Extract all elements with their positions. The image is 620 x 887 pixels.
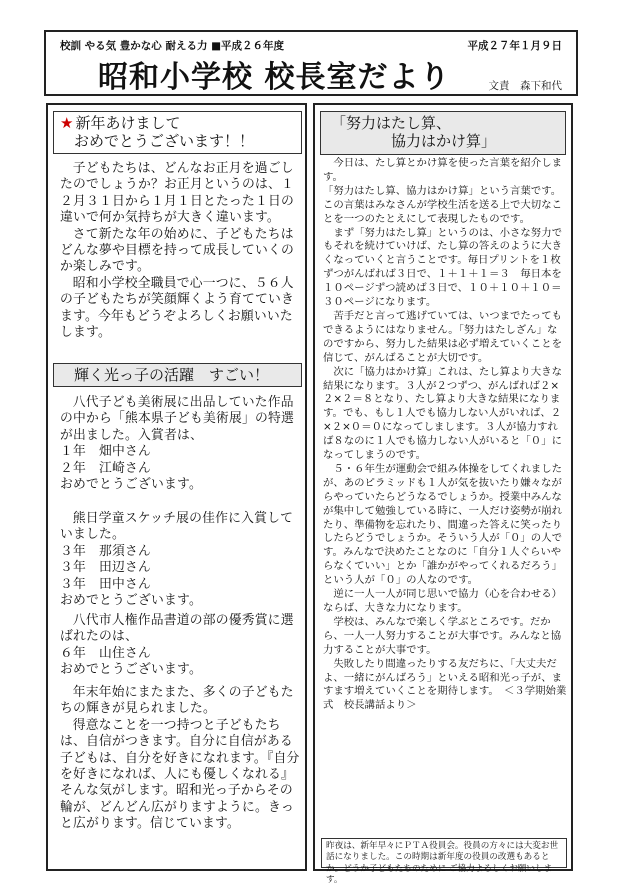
school-motto: 校訓 やる気 豊かな心 耐える力 ■平成２６年度 [60, 40, 285, 52]
right-column [313, 103, 573, 886]
award-winner: １年 畑中さん [60, 444, 151, 460]
new-year-greeting-banner [53, 111, 302, 154]
speech-paragraph: 「努力はたし算、協力はかけ算」という言葉です。この言葉はみなさんが学校生活を送る上で大切なことを一つのたとえにして表現したものです。 [323, 184, 562, 225]
banner-line-2: 協力はかけ算」 [391, 132, 497, 150]
kids-achievements-banner: 輝く光っ子の活躍 すごい！ [53, 363, 302, 387]
star-icon: ★ [60, 114, 74, 132]
award-winner: ３年 那須さん [60, 543, 151, 559]
award-congrats: おめでとうございます。 [60, 662, 202, 678]
speech-paragraph: 学校は、みんなで楽しく学ぶところです。だから、一人一人努力することが大事です。みんなと協力することが大事です。 [323, 615, 562, 656]
newsletter-header [44, 30, 578, 96]
intro-paragraph: さて新たな年の始めに、子どもたちはどんな夢や目標を持って成長していくのか楽しみです。 [60, 226, 294, 275]
intro-paragraph: 昭和小学校全職員で心一つに、５６人の子どもたちが笑顔輝くよう育てていきます。今年もどうぞよろしくお願いいたします。 [60, 275, 294, 341]
award-description: 八代子ども美術展に出品していた作品の中から「熊本県子ども美術展」の特選が出ました。入賞者は、 [60, 395, 294, 443]
intro-text [60, 161, 300, 341]
author-credit: 文責 森下和代 [488, 80, 562, 92]
award-sketch-exhibition [60, 511, 300, 609]
award-calligraphy [60, 613, 300, 679]
award-congrats: おめでとうございます。 [60, 477, 202, 493]
speech-paragraph: 逆に一人一人が同じ思いで協力（心を合わせる）ならば、大きな力になります。 [323, 588, 562, 614]
newsletter-title: 昭和小学校 校長室だより [98, 60, 451, 95]
award-art-exhibition [60, 395, 300, 493]
pta-note-box: 昨夜は、新年早々にＰＴＡ役員会。役員の方々には大変お世話になりました。この時期は新年度の役員の改選もあるとか。どうか子どもたちのために ご協力よろしくお願いします。 [321, 838, 567, 868]
speech-paragraph: 苦手だと言って逃げていては、いつまでたってもできるようにはなりません。「努力はたしざん」なのですから、努力した結果は必ず増えていくことを信じて、がんばることが大切です。 [323, 309, 562, 364]
intro-paragraph: 子どもたちは、どんなお正月を過ごしたのでしょうか？お正月というのは、１２月３１日から１月１日とたった１日の違いで何か気持ちが大きく違います。 [60, 161, 294, 226]
award-winner: ２年 江崎さん [60, 460, 151, 476]
closing-paragraph: 年末年始にまたまた、多くの子どもたちの輝きが見られました。 [60, 685, 294, 717]
speech-paragraph: 今日は、たし算とかけ算を使った言葉を紹介します。 [323, 157, 562, 183]
closing-paragraph: 得意なことを一つ持つと子どもたちは、自信がつきます。自分に自信がある子どもは、自分を好きになれます。『自分を好きになれば、人にも優しくなれる』そんな気がします。昭和光っ子からその輪が、どんどん広がりますように。きっと広がります。信じています。 [60, 717, 300, 832]
award-description: 熊日学童スケッチ展の佳作に入賞していました。 [60, 511, 294, 543]
award-winner: ３年 田辺さん [60, 560, 151, 576]
award-congrats: おめでとうございます。 [60, 593, 202, 609]
award-winner: ３年 田中さん [60, 576, 151, 592]
effort-cooperation-banner [320, 111, 566, 155]
closing-text [60, 685, 300, 833]
issue-date: 平成２７年１月９日 [467, 40, 562, 52]
left-column [46, 103, 307, 871]
award-winner: ６年 山住さん [60, 645, 151, 661]
greeting-line-2: おめでとうございます！！ [74, 132, 255, 150]
speech-paragraph: ５・６年生が運動会で組み体操をしてくれましたが、あのピラミッドも１人が気を抜いたり嫌々ながらやっていたらどうなるでしょうか。授業中みんなが集中して勉強している時に、一人だけ姿勢が崩れたり、準備物を忘れたり、間違った答えに笑ったりしたらどうでしょうか。そういう人が「０」の人です。みんなで決めたことなのに「自分１人ぐらいやらなくていい」とか「誰かがやってくれるだろう」という人が「０」の人なのです。 [323, 462, 562, 587]
speech-paragraph: 失敗したり間違ったりする友だちに、「大丈夫だよ、一緒にがんばろう」といえる昭和光っ子が、ますます増えていくことを期待します。 ＜３学期始業式 校長講話より＞ [323, 657, 567, 712]
award-description: 八代市人権作品書道の部の優秀賞に選ばれたのは、 [60, 613, 294, 645]
greeting-line-1: 新年あけまして [75, 114, 181, 132]
principal-speech [323, 157, 567, 713]
speech-paragraph: 次に「協力はかけ算」これは、たし算より大きな結果になります。３人が２つずつ、がんばれば２×２×２＝８となり、たし算より大きな結果になります。でも、もし１人でも協力しない人がいれば、２×２×０＝０になってしまします。３人が協力すれば８なのに１人でも協力しない人がいると「０」になってしまうのです。 [323, 365, 562, 462]
banner-line-1: 「努力はたし算、 [331, 114, 452, 132]
speech-paragraph: まず「努力はたし算」というのは、小さな努力でもそれを続けていけば、たし算の答えのように大きくなっていくと言うことです。毎日プリントを１枚ずつがんばれば３日で、１＋１＋１＝３ 毎日本を１０ページずつ読めば３日で、１０＋１０＋１０＝３０ページになります。 [323, 226, 562, 309]
